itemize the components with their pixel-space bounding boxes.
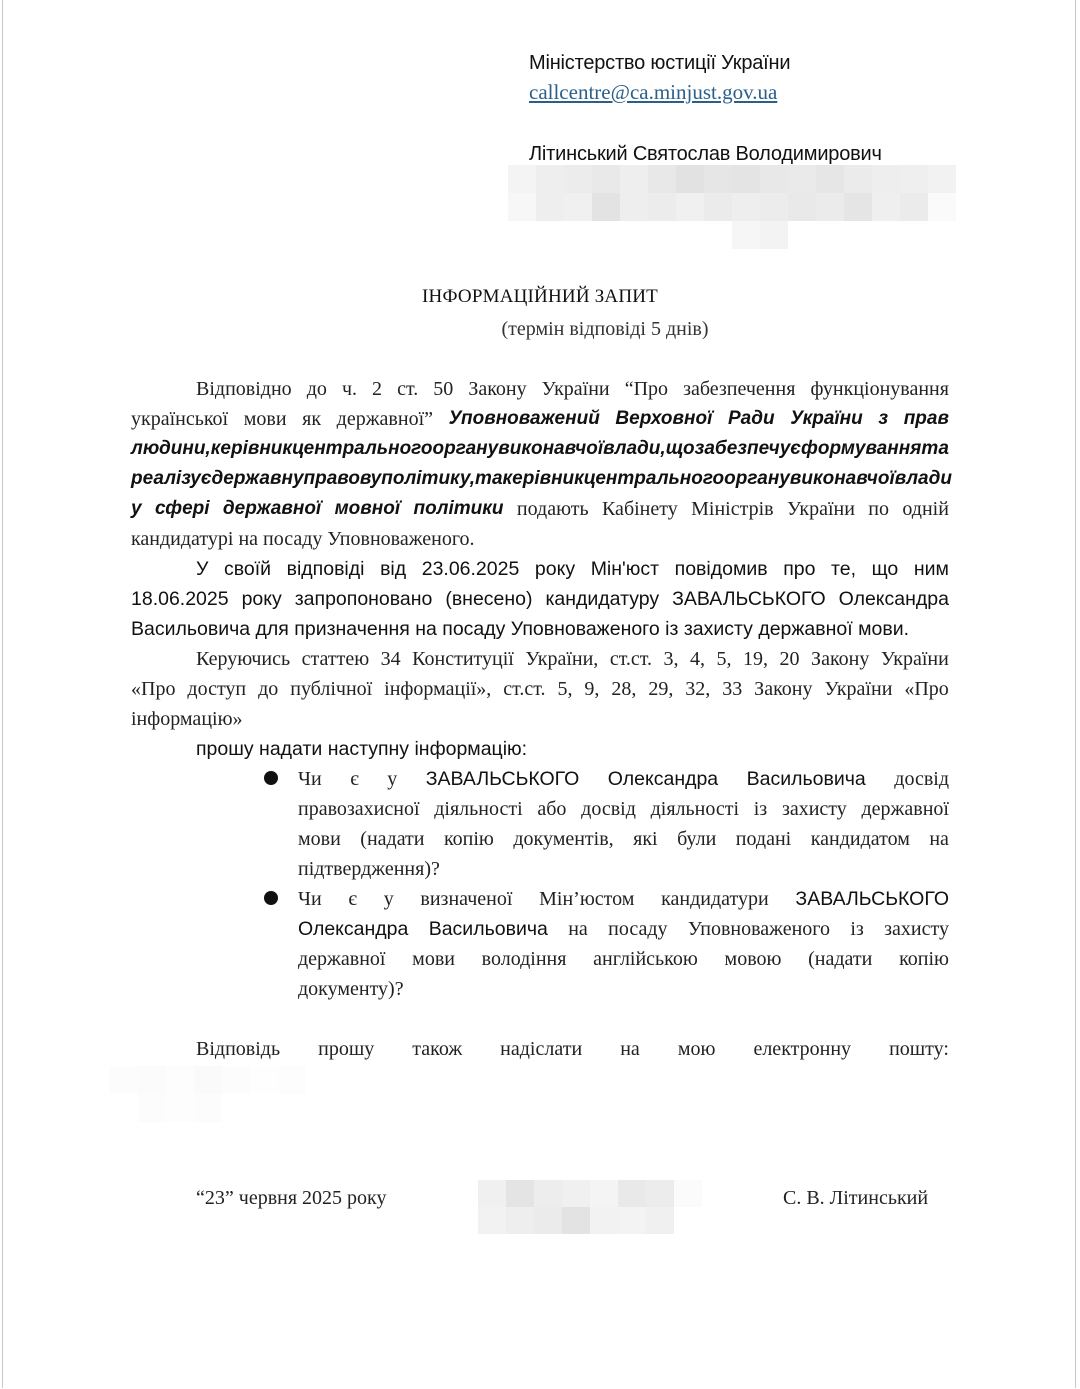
bullet2-line4: документу)?: [298, 978, 404, 1000]
bullet2-line3: державної мови володіння англійською мовою (надати копію: [298, 948, 949, 970]
para1-line2: української мови як державної” Уповноважений Верховної Ради України з прав: [131, 408, 949, 430]
request-intro: прошу надати наступну інформацію:: [196, 738, 528, 760]
signature-name: С. В. Літинський: [783, 1187, 929, 1209]
para3-line3: інформацію»: [131, 708, 243, 730]
closing-line: Відповідь прошу також надіслати на мою електронну пошту:: [196, 1038, 949, 1060]
redacted-signature: [478, 1180, 702, 1234]
bullet-dot-2: [264, 891, 278, 905]
document-subtitle: (термін відповіді 5 днів): [501, 318, 709, 340]
para1-line1: Відповідно до ч. 2 ст. 50 Закону України “Про забезпечення функціонування: [196, 378, 949, 400]
bullet1-line3: мови (надати копію документів, які були подані кандидатом на: [298, 828, 949, 850]
bullet1-line4: підтвердження)?: [298, 858, 440, 880]
para1-line4: реалізує державну правову політику, та керівник центрального органу виконавчої влади: [131, 468, 952, 489]
bullet2-line1: Чи є у визначеної Мін’юстом кандидатури ЗАВАЛЬСЬКОГО: [298, 888, 949, 910]
para1-line5: у сфері державної мовної політики подають Кабінету Міністрів України по одній: [131, 498, 949, 520]
addressee-email-link[interactable]: callcentre@ca.minjust.gov.ua: [529, 80, 778, 104]
para2-line2: 18.06.2025 року запропоновано (внесено) кандидатуру ЗАВАЛЬСЬКОГО Олександра: [131, 588, 949, 610]
bullet1-line2: правозахисної діяльності або досвід діяльності із захисту державної: [298, 798, 949, 820]
bullet1-line1: Чи є у ЗАВАЛЬСЬКОГО Олександра Васильовича досвід: [298, 768, 949, 790]
para1-line6: кандидатурі на посаду Уповноваженого.: [131, 528, 475, 550]
bullet2-line2: Олександра Васильовича на посаду Уповноваженого із захисту: [298, 918, 949, 940]
para3-line2: «Про доступ до публічної інформації», ст.ст. 5, 9, 28, 29, 32, 33 Закону України «Про: [131, 678, 949, 700]
para1-line3: людини, керівник центрального органу виконавчої влади, що забезпечує формування та: [131, 438, 949, 459]
para2-line1: У своїй відповіді від 23.06.2025 року Мін'юст повідомив про те, що ним: [196, 558, 949, 580]
addressee-organization: Міністерство юстиції України: [529, 52, 791, 74]
sender-name: Літинський Святослав Володимирович: [529, 143, 882, 165]
para2-line3: Васильовича для призначення на посаду Уповноваженого із захисту державної мови.: [131, 618, 910, 640]
redacted-email: [110, 1066, 334, 1122]
document-title: ІНФОРМАЦІЙНИЙ ЗАПИТ: [422, 286, 658, 307]
para3-line1: Керуючись статтею 34 Конституції України, ст.ст. 3, 4, 5, 19, 20 Закону України: [196, 648, 949, 670]
bullet-dot-1: [264, 771, 278, 785]
redacted-sender-contact: [508, 165, 956, 249]
letter-date: “23” червня 2025 року: [196, 1187, 387, 1209]
